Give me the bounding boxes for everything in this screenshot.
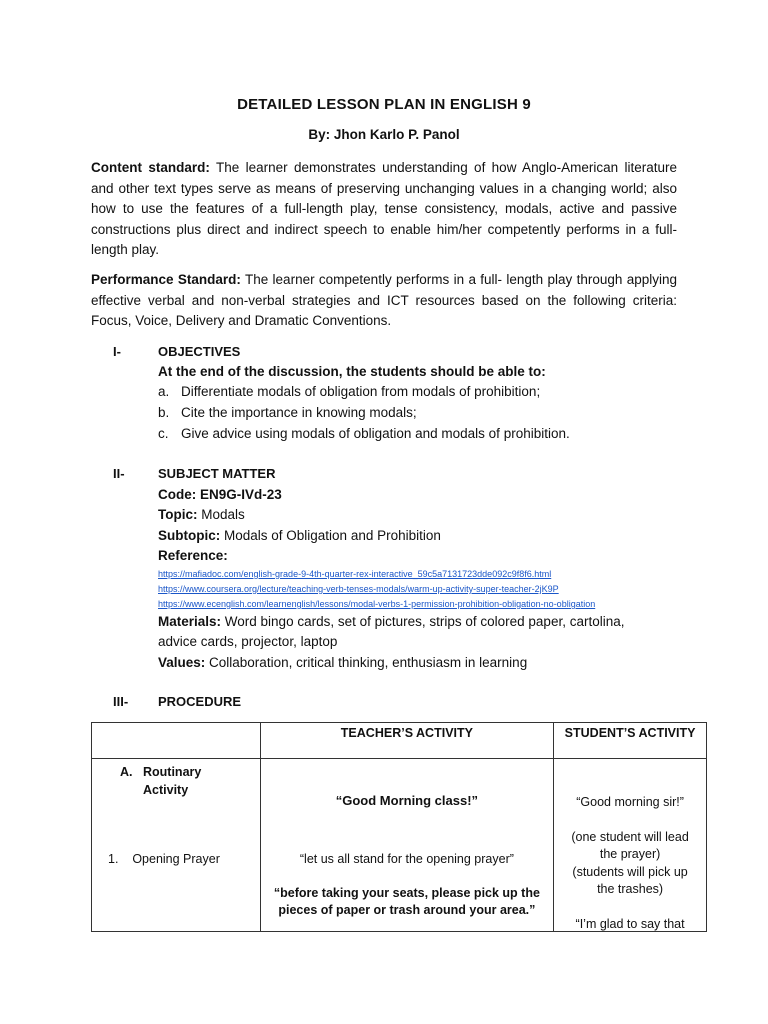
student-greeting: “Good morning sir!”: [576, 795, 684, 809]
objective-marker: c.: [158, 426, 169, 441]
student-glad: “I’m glad to say that: [575, 917, 685, 931]
performance-standard-paragraph: [91, 270, 677, 332]
student-trash-1: (students will pick up: [572, 865, 688, 879]
subject-matter-heading: SUBJECT MATTER: [158, 466, 276, 481]
opening-prayer-label: 1. Opening Prayer: [108, 852, 220, 866]
materials-line-2: advice cards, projector, laptop: [158, 634, 338, 649]
teacher-trash-2: pieces of paper or trash around your area.”: [278, 903, 536, 917]
reference-link[interactable]: https://www.ecenglish.com/learnenglish/lessons/modal-verbs-1-permission-prohibition-obligation-no-obligation: [158, 599, 596, 609]
procedure-number: III-: [113, 694, 129, 709]
routinary-label-2: Activity: [143, 783, 189, 797]
objective-marker: a.: [158, 384, 170, 399]
student-trash-2: the trashes): [597, 882, 664, 896]
procedure-table: [91, 722, 707, 932]
table-cell-teacher: [260, 759, 554, 932]
table-header-row: [92, 723, 707, 759]
content-standard-text: The learner demonstrates understanding of how Anglo-American literature and other text types serve as means of preserving unchanging values in a changing world; also how to use the features of a full-length play, tense consistency, modals, active and passive constructions plus direct and indirect speech to enable him/her competently performs in a full-length play.: [91, 160, 677, 257]
topic-label: Topic:: [158, 507, 198, 522]
objective-item: [158, 384, 540, 399]
objective-text: Give advice using modals of obligation and modals of prohibition.: [181, 426, 570, 441]
materials-line: [158, 614, 624, 629]
teacher-greeting: “Good Morning class!”: [335, 793, 479, 808]
table-row: [92, 759, 707, 932]
values-line: [158, 655, 527, 670]
objective-text: Differentiate modals of obligation from modals of prohibition;: [181, 384, 541, 399]
table-header-teacher: TEACHER’S ACTIVITY: [260, 723, 554, 759]
table-header-student: STUDENT’S ACTIVITY: [554, 723, 707, 759]
content-standard-label: Content standard:: [91, 160, 210, 175]
document-title: DETAILED LESSON PLAN IN ENGLISH 9: [237, 96, 531, 113]
student-prayer-1: (one student will lead: [571, 830, 689, 844]
values-value: Collaboration, critical thinking, enthusiasm in learning: [205, 655, 528, 670]
topic-value: Modals: [197, 507, 245, 522]
table-cell-activity: [92, 759, 261, 932]
teacher-prayer: “let us all stand for the opening prayer”: [299, 852, 514, 866]
objective-item: [158, 405, 417, 420]
materials-label: Materials:: [158, 614, 222, 629]
table-header-cell: [92, 723, 261, 759]
objectives-number: I-: [113, 344, 121, 359]
subtopic-value: Modals of Obligation and Prohibition: [220, 528, 441, 543]
reference-link[interactable]: https://www.coursera.org/lecture/teaching-verb-tenses-modals/warm-up-activity-super-teacher-2jK9P: [158, 584, 559, 594]
table-cell-student: [554, 759, 707, 932]
subtopic-line: [158, 528, 441, 543]
objectives-heading: OBJECTIVES: [158, 344, 241, 359]
objectives-intro: At the end of the discussion, the students should be able to:: [158, 364, 546, 379]
subject-matter-number: II-: [113, 466, 125, 481]
content-standard-paragraph: [91, 158, 677, 261]
topic-line: [158, 507, 245, 522]
performance-standard-label: Performance Standard:: [91, 272, 241, 287]
reference-label: Reference:: [158, 548, 228, 563]
procedure-heading: PROCEDURE: [158, 694, 242, 709]
objective-item: [158, 426, 570, 441]
code-label: Code:: [158, 487, 197, 502]
routinary-marker: A.: [120, 765, 133, 779]
objective-marker: b.: [158, 405, 170, 420]
teacher-trash-1: “before taking your seats, please pick up the: [273, 886, 540, 900]
performance-standard-text: The learner competently performs in a full- length play through applying effective verbal and non-verbal strategies and ICT resources based on the following criteria: Focus, Voice, Delivery and Dramatic Conventions.: [91, 272, 677, 328]
student-prayer-2: the prayer): [599, 847, 661, 861]
objective-text: Cite the importance in knowing modals;: [181, 405, 417, 420]
values-label: Values:: [158, 655, 206, 670]
author-line: By: Jhon Karlo P. Panol: [308, 127, 460, 142]
subtopic-label: Subtopic:: [158, 528, 221, 543]
routinary-label-1: Routinary: [143, 765, 202, 779]
code-line: [158, 487, 282, 502]
reference-link[interactable]: https://mafiadoc.com/english-grade-9-4th-quarter-rex-interactive_59c5a7131723dde092c9f8f6.html: [158, 569, 552, 579]
reference-line: [158, 548, 228, 563]
materials-value: Word bingo cards, set of pictures, strips of colored paper, cartolina,: [221, 614, 625, 629]
code-value: EN9G-IVd-23: [196, 487, 282, 502]
